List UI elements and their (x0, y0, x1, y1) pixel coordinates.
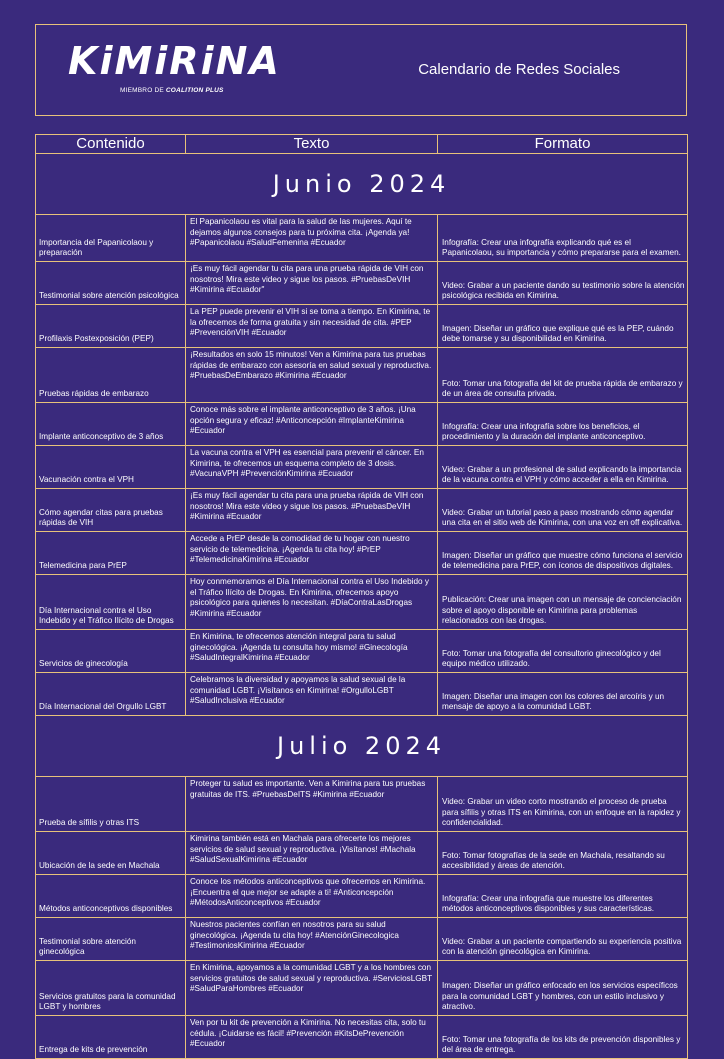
table-row (36, 305, 688, 348)
cell-contenido: Servicios de ginecología (36, 630, 186, 673)
cell-texto: ¡Resultados en solo 15 minutos! Ven a Kimirina para tus pruebas rápidas de embarazo con asesoría en salud sexual y reproductiva. #PruebasDeEmbarazo #Kimirina #Ecuador (186, 348, 438, 403)
cell-formato: Infografía: Crear una infografía sobre los beneficios, el procedimiento y la duración del implante anticonceptivo. (438, 403, 688, 446)
cell-contenido: Profilaxis Postexposición (PEP) (36, 305, 186, 348)
column-header-texto: Texto (186, 135, 438, 154)
cell-formato: Foto: Tomar fotografías de la sede en Machala, resaltando su accesibilidad y áreas de atención. (438, 832, 688, 875)
table-header-row (36, 135, 688, 154)
logo-subtitle-brand: COALITION PLUS (165, 87, 224, 94)
social-calendar-table (35, 134, 688, 1059)
month-row-july (36, 716, 688, 777)
header-box (35, 24, 687, 116)
cell-texto: Conoce los métodos anticonceptivos que ofrecemos en Kimirina. ¡Encuentra el que mejor se adapte a ti! #Anticoncepción #MétodosAnticonceptivos #Ecuador (186, 875, 438, 918)
table-row (36, 489, 688, 532)
cell-contenido: Importancia del Papanicolaou y preparación (36, 215, 186, 262)
cell-formato: Foto: Tomar una fotografía del consultorio ginecológico y del equipo médico utilizado. (438, 630, 688, 673)
table-row (36, 630, 688, 673)
cell-formato: Imagen: Diseñar un gráfico que muestre cómo funciona el servicio de telemedicina para PrEP, con íconos de dispositivos digitales. (438, 532, 688, 575)
page-title: Calendario de Redes Sociales (418, 61, 620, 78)
month-heading: Julio 2024 (36, 716, 688, 777)
cell-formato: Video: Grabar un video corto mostrando el proceso de prueba para sífilis y otras ITS en Kimirina, con un enfoque en la rapidez y confidencialidad. (438, 777, 688, 832)
cell-contenido: Implante anticonceptivo de 3 años (36, 403, 186, 446)
cell-formato: Video: Grabar a un profesional de salud explicando la importancia de la vacuna contra el VPH y cómo acceder a ella en Kimirina. (438, 446, 688, 489)
cell-formato: Imagen: Diseñar una imagen con los colores del arcoíris y un mensaje de apoyo a la comunidad LGBT. (438, 673, 688, 716)
table-row (36, 875, 688, 918)
kimirina-logo (68, 39, 288, 109)
cell-formato: Foto: Tomar una fotografía de los kits de prevención disponibles y del área de entrega. (438, 1016, 688, 1059)
cell-texto: La vacuna contra el VPH es esencial para prevenir el cáncer. En Kimirina, te ofrecemos un esquema completo de 3 dosis. #VacunaVPH #PrevenciónKimirina #Ecuador (186, 446, 438, 489)
cell-formato: Publicación: Crear una imagen con un mensaje de concienciación sobre el apoyo disponible en Kimirina para problemas relacionados con las drogas. (438, 575, 688, 630)
cell-texto: Nuestros pacientes confían en nosotros para su salud ginecológica. ¡Agenda tu cita hoy! #AtenciónGinecologica #TestimoniosKimirina #Ecuador (186, 918, 438, 961)
table-row (36, 961, 688, 1016)
table-row (36, 532, 688, 575)
cell-texto: ¡Es muy fácil agendar tu cita para una prueba rápida de VIH con nosotros! Mira este video y sigue los pasos. #PruebasDeVIH #Kimirina #Ecuador" (186, 262, 438, 305)
table-row (36, 777, 688, 832)
logo-subtitle-prefix: MIEMBRO DE (120, 87, 166, 94)
month-row-june (36, 154, 688, 215)
cell-contenido: Entrega de kits de prevención (36, 1016, 186, 1059)
month-heading: Junio 2024 (36, 154, 688, 215)
cell-texto: Accede a PrEP desde la comodidad de tu hogar con nuestro servicio de telemedicina. ¡Agenda tu cita hoy! #PrEP #TelemedicinaKimirina #Ecuador (186, 532, 438, 575)
cell-formato: Infografía: Crear una infografía explicando qué es el Papanicolaou, su importancia y cómo prepararse para el examen. (438, 215, 688, 262)
cell-texto: Hoy conmemoramos el Día Internacional contra el Uso Indebido y el Tráfico Ilícito de Drogas. En Kimirina, ofrecemos apoyo psicológico para quienes lo necesitan. #DíaContraLasDrogas #Kimirina #Ecuador (186, 575, 438, 630)
cell-contenido: Testimonial sobre atención psicológica (36, 262, 186, 305)
cell-formato: Video: Grabar a un paciente compartiendo su experiencia positiva con la atención ginecológica en Kimirina. (438, 918, 688, 961)
column-header-formato: Formato (438, 135, 688, 154)
logo-subtitle (120, 87, 224, 94)
cell-contenido: Servicios gratuitos para la comunidad LGBT y hombres (36, 961, 186, 1016)
table-row (36, 348, 688, 403)
cell-contenido: Vacunación contra el VPH (36, 446, 186, 489)
cell-texto: En Kimirina, apoyamos a la comunidad LGBT y a los hombres con servicios gratuitos de salud sexual y reproductiva. #ServiciosLGBT #SaludParaHombres #Ecuador (186, 961, 438, 1016)
cell-texto: Conoce más sobre el implante anticonceptivo de 3 años. ¡Una opción segura y eficaz! #Anticoncepción #ImplanteKimirina #Ecuador (186, 403, 438, 446)
cell-texto: La PEP puede prevenir el VIH si se toma a tiempo. En Kimirina, te la ofrecemos de forma gratuita y sin necesidad de cita. #PEP #PrevenciónVIH #Ecuador (186, 305, 438, 348)
table-row (36, 832, 688, 875)
column-header-contenido: Contenido (36, 135, 186, 154)
cell-texto: Kimirina también está en Machala para ofrecerte los mejores servicios de salud sexual y reproductiva. ¡Visítanos! #Machala #SaludSexualKimirina #Ecuador (186, 832, 438, 875)
cell-texto: Celebramos la diversidad y apoyamos la salud sexual de la comunidad LGBT. ¡Visítanos en Kimirina! #OrgulloLGBT #SaludInclusiva #Ecuador (186, 673, 438, 716)
cell-formato: Imagen: Diseñar un gráfico que explique qué es la PEP, cuándo debe tomarse y su disponibilidad en Kimirina. (438, 305, 688, 348)
cell-contenido: Día Internacional contra el Uso Indebido y el Tráfico Ilícito de Drogas (36, 575, 186, 630)
cell-contenido: Métodos anticonceptivos disponibles (36, 875, 186, 918)
logo-wordmark: KiMiRiNA (68, 39, 281, 83)
table-row (36, 673, 688, 716)
table-row (36, 262, 688, 305)
cell-texto: Proteger tu salud es importante. Ven a Kimirina para tus pruebas gratuitas de ITS. #PruebasDeITS #Kimirina #Ecuador (186, 777, 438, 832)
table-row (36, 1016, 688, 1059)
cell-contenido: Ubicación de la sede en Machala (36, 832, 186, 875)
cell-contenido: Pruebas rápidas de embarazo (36, 348, 186, 403)
cell-texto: Ven por tu kit de prevención a Kimirina. No necesitas cita, solo tu cédula. ¡Cuidarse es fácil! #Prevención #KitsDePrevención #Ecuador (186, 1016, 438, 1059)
cell-formato: Video: Grabar a un paciente dando su testimonio sobre la atención psicológica recibida en Kimirina. (438, 262, 688, 305)
cell-formato: Video: Grabar un tutorial paso a paso mostrando cómo agendar una cita en el sitio web de Kimirina, con una voz en off explicativa. (438, 489, 688, 532)
cell-contenido: Día Internacional del Orgullo LGBT (36, 673, 186, 716)
table-row (36, 575, 688, 630)
table-row (36, 403, 688, 446)
table-row (36, 918, 688, 961)
cell-formato: Infografía: Crear una infografía que muestre los diferentes métodos anticonceptivos disponibles y sus características. (438, 875, 688, 918)
cell-contenido: Cómo agendar citas para pruebas rápidas de VIH (36, 489, 186, 532)
cell-formato: Imagen: Diseñar un gráfico enfocado en los servicios específicos para la comunidad LGBT y hombres, con un estilo inclusivo y atractivo. (438, 961, 688, 1016)
table-row (36, 215, 688, 262)
table-row (36, 446, 688, 489)
cell-texto: En Kimirina, te ofrecemos atención integral para tu salud ginecológica. ¡Agenda tu consulta hoy mismo! #Ginecología #SaludIntegralKimirina #Ecuador (186, 630, 438, 673)
cell-contenido: Testimonial sobre atención ginecológica (36, 918, 186, 961)
cell-contenido: Prueba de sífilis y otras ITS (36, 777, 186, 832)
cell-contenido: Telemedicina para PrEP (36, 532, 186, 575)
cell-texto: El Papanicolaou es vital para la salud de las mujeres. Aquí te dejamos algunos consejos para tu próxima cita. ¡Agenda ya! #Papanicolaou #SaludFemenina #Ecuador (186, 215, 438, 262)
cell-formato: Foto: Tomar una fotografía del kit de prueba rápida de embarazo y de un área de consulta privada. (438, 348, 688, 403)
cell-texto: ¡Es muy fácil agendar tu cita para una prueba rápida de VIH con nosotros! Mira este video y sigue los pasos. #PruebasDeVIH #Kimirina #Ecuador (186, 489, 438, 532)
